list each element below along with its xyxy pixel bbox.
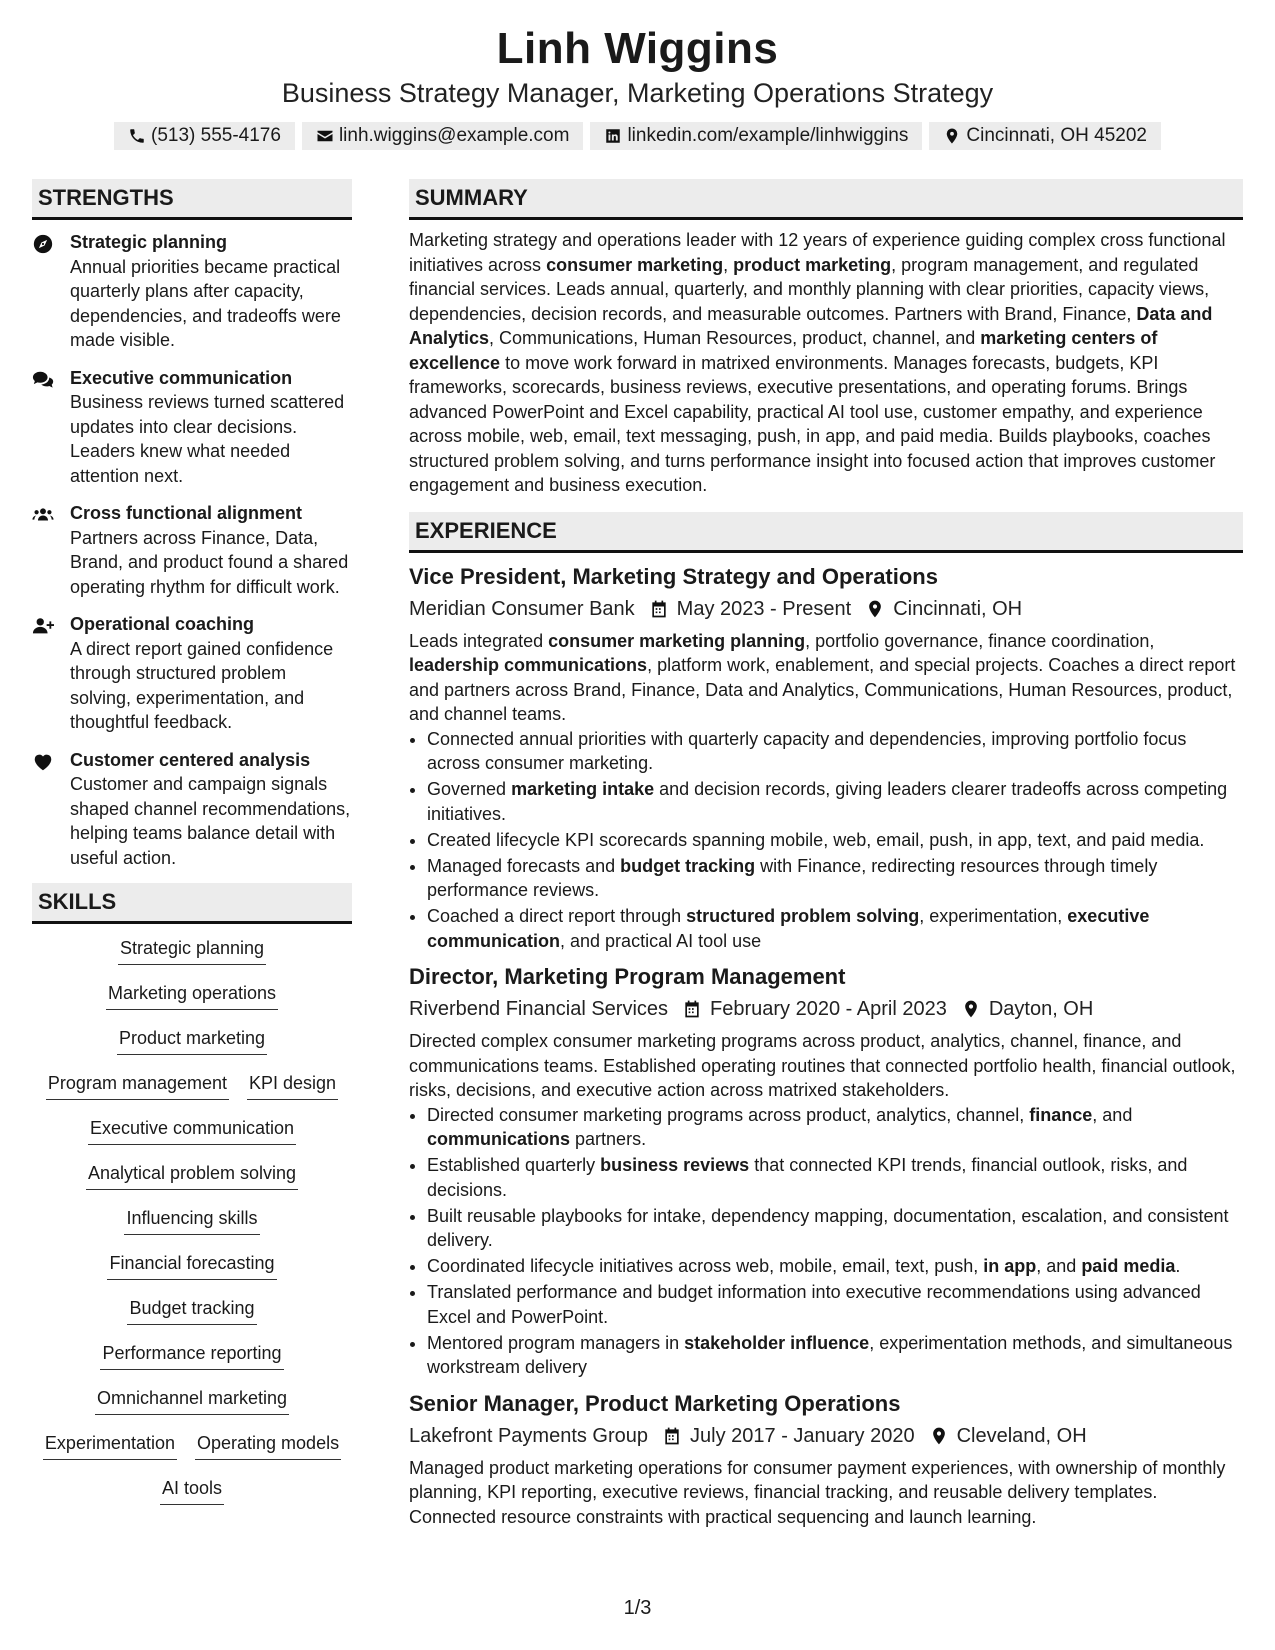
strength-title: Cross functional alignment <box>70 503 303 523</box>
bullet-item: • Translated performance and budget information into executive recommendations using advanced Excel and PowerPoint. <box>427 1280 1243 1329</box>
bullet-item: • Coordinated lifecycle initiatives across web, mobile, email, text, push, in app, and paid media. <box>427 1254 1243 1279</box>
skill-tag: Financial forecasting <box>107 1251 276 1280</box>
bullet-item: • Built reusable playbooks for intake, dependency mapping, documentation, escalation, and consistent delivery. <box>427 1204 1243 1253</box>
contact-location <box>929 122 1161 150</box>
candidate-name: Linh Wiggins <box>496 24 779 73</box>
strength-item <box>32 230 352 353</box>
skill-tag: AI tools <box>160 1476 224 1505</box>
envelope-icon <box>316 127 334 145</box>
summary-heading: SUMMARY <box>409 179 1243 220</box>
location-pin-icon <box>943 127 961 145</box>
bullet-item: • Directed consumer marketing programs across product, analytics, channel, finance, and communications partners. <box>427 1103 1243 1152</box>
bullet-item: • Connected annual priorities with quarterly capacity and dependencies, improving portfolio focus across consumer marketing. <box>427 727 1243 776</box>
job-title: Director, Marketing Program Management <box>409 964 846 989</box>
contact-location-text: Cincinnati, OH 45202 <box>966 125 1147 146</box>
job-bullets <box>409 1103 1243 1380</box>
skill-tag: Operating models <box>195 1431 341 1460</box>
strengths-list <box>32 230 352 870</box>
strength-text: Business reviews turned scattered updates into clear decisions. Leaders knew what needed attention next. <box>70 392 345 486</box>
strength-item <box>32 366 352 489</box>
contact-email[interactable] <box>302 122 584 150</box>
left-column <box>32 179 352 1521</box>
skill-tag: Strategic planning <box>118 936 266 965</box>
skill-tag: KPI design <box>247 1071 338 1100</box>
job-company: Meridian Consumer Bank <box>409 597 635 620</box>
job-location: Dayton, OH <box>988 998 1094 1020</box>
location-pin-icon <box>865 599 885 619</box>
strength-item <box>32 748 352 871</box>
contact-phone-text: (513) 555-4176 <box>151 125 281 146</box>
contact-phone[interactable] <box>114 122 295 150</box>
job-entry <box>409 1388 1243 1530</box>
skill-tag: Analytical problem solving <box>86 1161 298 1190</box>
job-meta <box>409 1420 1243 1452</box>
candidate-title: Business Strategy Manager, Marketing Operations Strategy <box>281 78 994 108</box>
skill-tag: Executive communication <box>88 1116 296 1145</box>
skill-tag: Omnichannel marketing <box>95 1386 289 1415</box>
users-icon <box>32 504 54 526</box>
linkedin-icon <box>604 127 622 145</box>
comments-icon <box>32 369 54 391</box>
skills-heading: SKILLS <box>32 883 352 924</box>
contact-bar <box>0 122 1275 150</box>
summary-text: Marketing strategy and operations leader with 12 years of experience guiding complex cross functional initiatives across consumer marketing, product marketing, program management, and regulated financial services. Leads annual, quarterly, and monthly planning with clear priorities, capacity views, dependencies, decision records, and measurable outcomes. Partners with Brand, Finance, Data and Analytics, Communications, Human Resources, product, channel, and marketing centers of excellence to move work forward in matrixed environments. Manages forecasts, budgets, KPI frameworks, scorecards, business reviews, executive presentations, and operating forums. Brings advanced PowerPoint and Excel capability, practical AI tool use, customer empathy, and experience across mobile, web, email, text messaging, push, in app, and paid media. Builds playbooks, coaches structured problem solving, and turns performance insight into focused action that improves customer engagement and business execution. <box>409 230 1226 495</box>
skill-tag: Program management <box>46 1071 229 1100</box>
job-location: Cleveland, OH <box>956 1424 1087 1447</box>
strength-item <box>32 612 352 735</box>
strengths-heading: STRENGTHS <box>32 179 352 220</box>
job-intro: Leads integrated consumer marketing planning, portfolio governance, finance coordination, leadership communications, platform work, enablement, and special projects. Coaches a direct report and partners across Brand, Finance, Data and Analytics, Communications, Human Resources, product, and channel teams. <box>409 630 1236 724</box>
location-pin-icon <box>961 999 981 1019</box>
job-title: Vice President, Marketing Strategy and Operations <box>409 563 938 589</box>
job-entry <box>409 561 1243 954</box>
strength-text: A direct report gained confidence through structured problem solving, experimentation, and thoughtful feedback. <box>70 638 334 732</box>
bullet-item: • Coached a direct report through structured problem solving, experimentation, executive communication, and practical AI tool use <box>427 904 1243 953</box>
job-title: Senior Manager, Product Marketing Operations <box>409 1390 901 1416</box>
bullet-item: • Created lifecycle KPI scorecards spanning mobile, web, email, push, in app, text, and paid media. <box>427 828 1243 853</box>
strength-title: Executive communication <box>70 367 293 388</box>
skill-tag: Marketing operations <box>106 981 278 1010</box>
experience-heading: EXPERIENCE <box>409 512 1243 553</box>
skill-tag: Budget tracking <box>127 1296 256 1325</box>
user-plus-icon <box>32 615 54 637</box>
calendar-icon <box>649 599 669 619</box>
right-column <box>409 179 1243 1529</box>
contact-email-text: linh.wiggins@example.com <box>338 125 570 146</box>
resume-header <box>0 0 1275 150</box>
page-number: 1/3 <box>623 1597 652 1619</box>
job-dates: May 2023 - Present <box>676 597 852 620</box>
strength-item <box>32 501 352 599</box>
contact-linkedin[interactable] <box>590 122 922 150</box>
skill-tag: Product marketing <box>117 1026 267 1055</box>
calendar-icon <box>682 999 702 1019</box>
skill-tag: Influencing skills <box>124 1206 259 1235</box>
strength-text: Customer and campaign signals shaped channel recommendations, helping teams balance detail with useful action. <box>70 774 351 868</box>
job-company: Lakefront Payments Group <box>409 1424 649 1447</box>
strength-title: Strategic planning <box>70 232 228 252</box>
job-company: Riverbend Financial Services <box>409 998 669 1020</box>
job-entry <box>409 961 1243 1380</box>
job-intro: Directed complex consumer marketing programs across product, analytics, channel, finance, and communications teams. Established operating routines that connected portfolio health, financial outlook, risks, decisions, and executive action across matrixed stakeholders. <box>409 1031 1236 1100</box>
strength-text: Annual priorities became practical quarterly plans after capacity, dependencies, and tradeoffs were made visible. <box>70 256 341 350</box>
contact-linkedin-text: linkedin.com/example/linhwiggins <box>627 125 909 146</box>
bullet-item: • Managed forecasts and budget tracking with Finance, redirecting resources through timely performance reviews. <box>427 854 1243 903</box>
strength-text: Partners across Finance, Data, Brand, and product found a shared operating rhythm for difficult work. <box>70 527 349 597</box>
bullet-item: • Mentored program managers in stakeholder influence, experimentation methods, and simultaneous workstream delivery <box>427 1331 1243 1380</box>
bullet-item: • Governed marketing intake and decision records, giving leaders clearer tradeoffs across competing initiatives. <box>427 777 1243 826</box>
job-dates: February 2020 - April 2023 <box>710 998 947 1020</box>
strength-title: Customer centered analysis <box>70 749 311 770</box>
skill-tag: Performance reporting <box>100 1341 283 1370</box>
job-location: Cincinnati, OH <box>893 597 1023 620</box>
heart-icon <box>32 751 54 773</box>
skills-list <box>32 936 352 1521</box>
job-dates: July 2017 - January 2020 <box>690 1424 915 1447</box>
job-meta <box>409 993 1243 1025</box>
location-pin-icon <box>929 1426 949 1446</box>
calendar-icon <box>662 1426 682 1446</box>
strength-title: Operational coaching <box>70 614 255 634</box>
job-bullets <box>409 727 1243 954</box>
job-meta <box>409 593 1243 625</box>
phone-icon <box>128 127 146 145</box>
skill-tag: Experimentation <box>43 1431 177 1460</box>
job-intro: Managed product marketing operations for consumer payment experiences, with ownership of monthly planning, KPI reporting, executive reviews, financial tracking, and reusable delivery templates. Connected resource constraints with practical sequencing and launch learning. <box>409 1457 1226 1527</box>
bullet-item: • Established quarterly business reviews that connected KPI trends, financial outlook, risks, and decisions. <box>427 1153 1243 1202</box>
compass-icon <box>32 233 54 255</box>
